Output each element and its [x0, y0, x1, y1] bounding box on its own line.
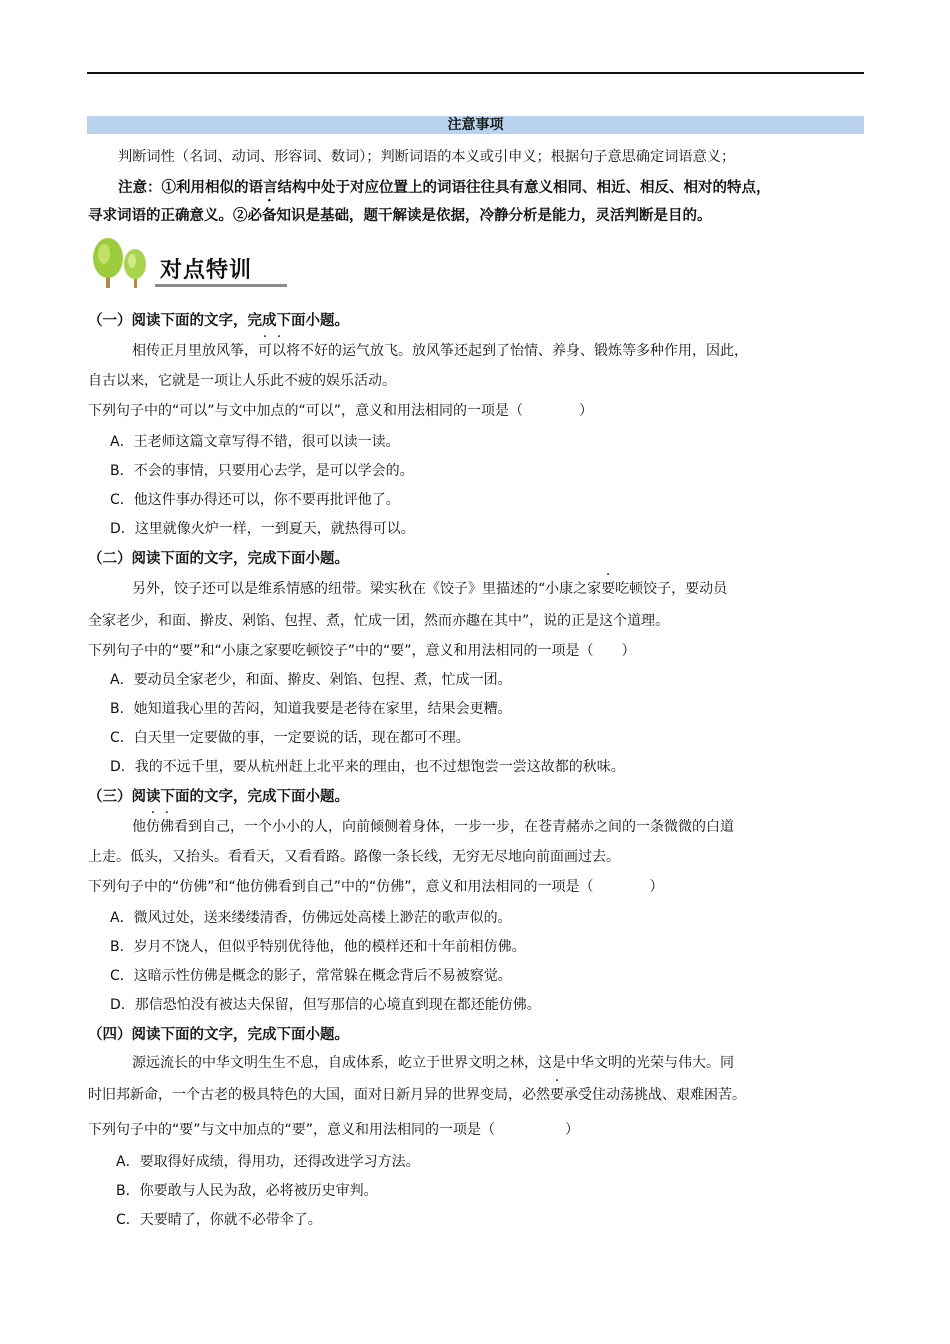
q4-passage-line-1: 源远流长的中华文明生生不息，自成体系，屹立于世界文明之林，这是中华文明的光荣与伟大。同 [132, 1055, 734, 1071]
emphasis-dot-char: 要 [601, 581, 616, 597]
q2-passage-line-1: 另外，饺子还可以是维系情感的纽带。梁实秋在《饺子》里描述的“小康之家要吃顿饺子，要动员 [132, 581, 728, 597]
q4-option-a: A．要取得好成绩，得用功，还得改进学习方法。 [116, 1154, 420, 1170]
emphasis-dot-char: 佛 [160, 819, 174, 835]
tree-icon [90, 236, 160, 290]
q4-option-c: C．天要晴了，你就不必带伞了。 [116, 1212, 322, 1228]
q4-passage-line-2: 时旧邦新命，一个古老的极具特色的大国，面对日新月异的世界变局，必然要承受住动荡挑战、艰难困苦。 [88, 1087, 746, 1103]
q3-option-d: D．那信恐怕没有被达夫保留，但写那信的心境直到现在都还能仿佛。 [110, 997, 541, 1013]
q3-option-b: B．岁月不饶人，但似乎特别优待他，他的模样还和十年前相仿佛。 [110, 939, 526, 955]
q2-passage-line-2: 全家老少，和面、擀皮、剁馅、包捏、煮，忙成一团，然而亦趣在其中”，说的正是这个道理。 [88, 613, 670, 629]
q3-stem: 下列句子中的“仿佛”和“他仿佛看到自己”中的“仿佛”，意义和用法相同的一项是（ ） [88, 879, 664, 895]
q2-stem: 下列句子中的“要”和“小康之家要吃顿饺子”中的“要”，意义和用法相同的一项是（ ） [88, 643, 636, 659]
q1-option-c: C．他这件事办得还可以，你不要再批评他了。 [110, 492, 400, 508]
q2-option-b: B．她知道我心里的苦闷，知道我要是老待在家里，结果会更糟。 [110, 701, 512, 717]
notice-note-line-1 [118, 176, 771, 197]
q2-option-a: A．要动员全家老少，和面、擀皮、剁馅、包捏、煮，忙成一团。 [110, 672, 512, 688]
q2-option-d: D．我的不远千里，要从杭州赶上北平来的理由，也不过想饱尝一尝这故都的秋味。 [110, 759, 625, 775]
note-text-1: ①利用相似的语言结构中处于对应位置上的词语往往具有意义相同、相近、相反、相对的特点， [161, 179, 771, 196]
q3-option-a: A．微风过处，送来缕缕清香，仿佛远处高楼上渺茫的歌声似的。 [110, 910, 512, 926]
q1-passage-line-1: 相传正月里放风筝，可以将不好的运气放飞。放风筝还起到了怡情、养身、锻炼等多种作用，因此， [132, 343, 748, 359]
notice-title: 注意事项 [447, 117, 504, 133]
q1-option-a: A．王老师这篇文章写得不错，很可以读一读。 [110, 434, 400, 450]
section-heading-underline [155, 284, 287, 287]
header-rule [87, 72, 864, 74]
note-label: 注意： [118, 179, 162, 196]
q4-option-b: B．你要敢与人民为敌，必将被历史审判。 [116, 1183, 378, 1199]
q1-option-b: B．不会的事情，只要用心去学，是可以学会的。 [110, 463, 414, 479]
emphasis-dot-char: 以 [272, 343, 286, 359]
notice-line-1: 判断词性（名词、动词、形容词、数词）；判断词语的本义或引申义；根据句子意思确定词语意义； [118, 149, 736, 165]
emphasis-dot-char: 备 [262, 207, 277, 224]
q3-passage-line-2: 上走。低头，又抬头。看看天，又看看路。路像一条长线，无穷无尽地向前面画过去。 [88, 849, 620, 865]
q2-option-c: C．白天里一定要做的事，一定要说的话，现在都可不理。 [110, 730, 470, 746]
q1-option-d: D．这里就像火炉一样，一到夏天，就热得可以。 [110, 521, 415, 537]
q1-title: （一）阅读下面的文字，完成下面小题。 [88, 313, 349, 329]
q4-title: （四）阅读下面的文字，完成下面小题。 [88, 1027, 349, 1043]
q3-passage-line-1: 他仿佛看到自己，一个小小的人，向前倾侧着身体，一步一步，在苍青赭赤之间的一条微微的白道 [132, 819, 734, 835]
notice-note-line-2: 寻求词语的正确意义。②必备知识是基础，题干解读是依据，冷静分析是能力，灵活判断是目的。 [88, 207, 712, 224]
section-heading-title: 对点特训 [160, 258, 253, 283]
q2-title: （二）阅读下面的文字，完成下面小题。 [88, 551, 349, 567]
q1-passage-line-2: 自古以来，它就是一项让人乐此不疲的娱乐活动。 [88, 373, 396, 389]
q1-stem: 下列句子中的“可以”与文中加点的“可以”，意义和用法相同的一项是（ ） [88, 403, 594, 419]
q3-title: （三）阅读下面的文字，完成下面小题。 [88, 789, 349, 805]
q3-option-c: C．这暗示性仿佛是概念的影子，常常躲在概念背后不易被察觉。 [110, 968, 512, 984]
q4-stem: 下列句子中的“要”与文中加点的“要”，意义和用法相同的一项是（ ） [88, 1122, 580, 1138]
emphasis-dot-char: 要 [550, 1087, 564, 1103]
emphasis-dot-char: 可 [258, 343, 272, 359]
emphasis-dot-char: 仿 [146, 819, 160, 835]
